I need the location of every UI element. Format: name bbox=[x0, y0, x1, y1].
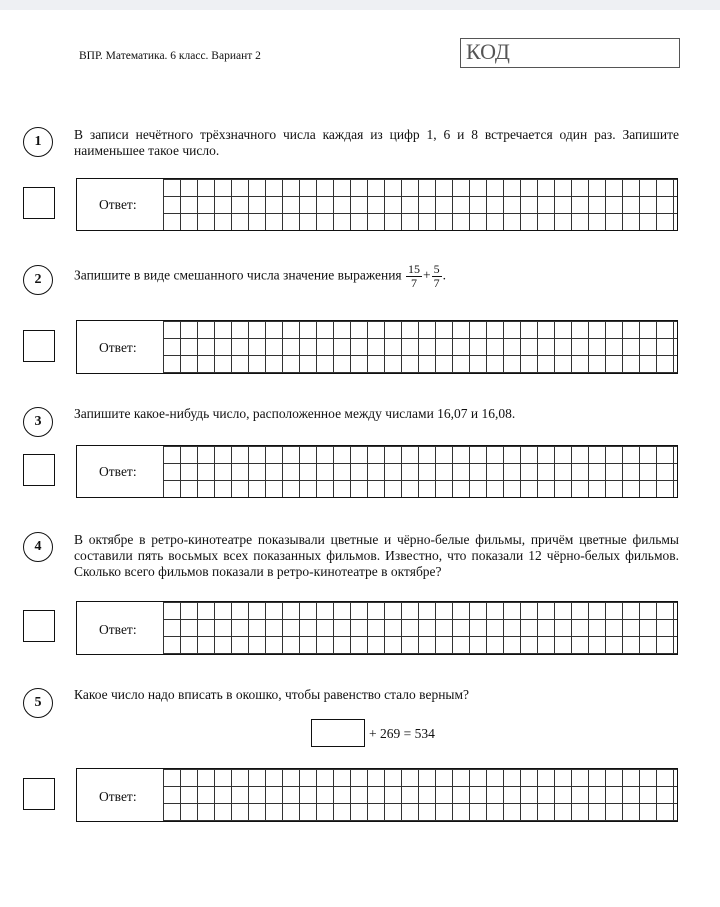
task-text-2-main: Запишите в виде смешанного числа значение выражения bbox=[74, 267, 402, 283]
equation-blank-box[interactable] bbox=[311, 719, 365, 747]
task-text-1: В записи нечётного трёхзначного числа каждая из цифр 1, 6 и 8 встречается один раз. Запишите наименьшее такое число. bbox=[74, 127, 679, 158]
answer-label-4: Ответ: bbox=[99, 622, 137, 637]
task-text-4: В октябре в ретро-кинотеатре показывали цветные и чёрно-белые фильмы, причём цветные фильмы составили пять восьмых всех показанных фильмов. Известно, что показали 12 чёрно-белых фильмов. Сколько всего фильмов показали в ретро-кинотеатре в октябре? bbox=[74, 532, 679, 579]
answer-box-1[interactable] bbox=[76, 178, 678, 231]
answer-label-3: Ответ: bbox=[99, 464, 137, 479]
answer-grid-5[interactable] bbox=[163, 769, 677, 821]
answer-grid-4[interactable] bbox=[163, 602, 677, 654]
task-text-3: Запишите какое-нибудь число, расположенное между числами 16,07 и 16,08. bbox=[74, 406, 516, 421]
task-number-5: 5 bbox=[23, 688, 53, 718]
score-box-2[interactable] bbox=[23, 330, 55, 362]
task-text-2 bbox=[74, 263, 679, 290]
answer-grid-2[interactable] bbox=[163, 321, 677, 373]
task-number-4: 4 bbox=[23, 532, 53, 562]
answer-label-1: Ответ: bbox=[99, 197, 137, 212]
task-number-1: 1 bbox=[23, 127, 53, 157]
fraction-2: $\frac{5}{7}$ bbox=[433, 262, 440, 290]
code-field[interactable]: КОД bbox=[460, 38, 680, 68]
answer-box-3[interactable] bbox=[76, 445, 678, 498]
task-text-5: Какое число надо вписать в окошко, чтобы равенство стало верным? bbox=[74, 687, 470, 702]
period: . bbox=[442, 267, 447, 283]
score-box-3[interactable] bbox=[23, 454, 55, 486]
answer-box-2[interactable] bbox=[76, 320, 678, 374]
plus-sign: + bbox=[423, 267, 431, 283]
task-number-2: 2 bbox=[23, 265, 53, 295]
score-box-5[interactable] bbox=[23, 778, 55, 810]
fraction-1: $\frac{15}{7}$ bbox=[408, 262, 421, 290]
answer-box-4[interactable] bbox=[76, 601, 678, 655]
answer-label-2: Ответ: bbox=[99, 340, 137, 355]
equation-text: + 269 = 534 bbox=[369, 726, 435, 741]
answer-label-5: Ответ: bbox=[99, 789, 137, 804]
page-header: ВПР. Математика. 6 класс. Вариант 2 bbox=[79, 50, 261, 62]
task-number-3: 3 bbox=[23, 407, 53, 437]
answer-grid-1[interactable] bbox=[163, 179, 677, 230]
score-box-4[interactable] bbox=[23, 610, 55, 642]
top-band bbox=[0, 0, 720, 10]
answer-box-5[interactable] bbox=[76, 768, 678, 822]
score-box-1[interactable] bbox=[23, 187, 55, 219]
answer-grid-3[interactable] bbox=[163, 446, 677, 497]
